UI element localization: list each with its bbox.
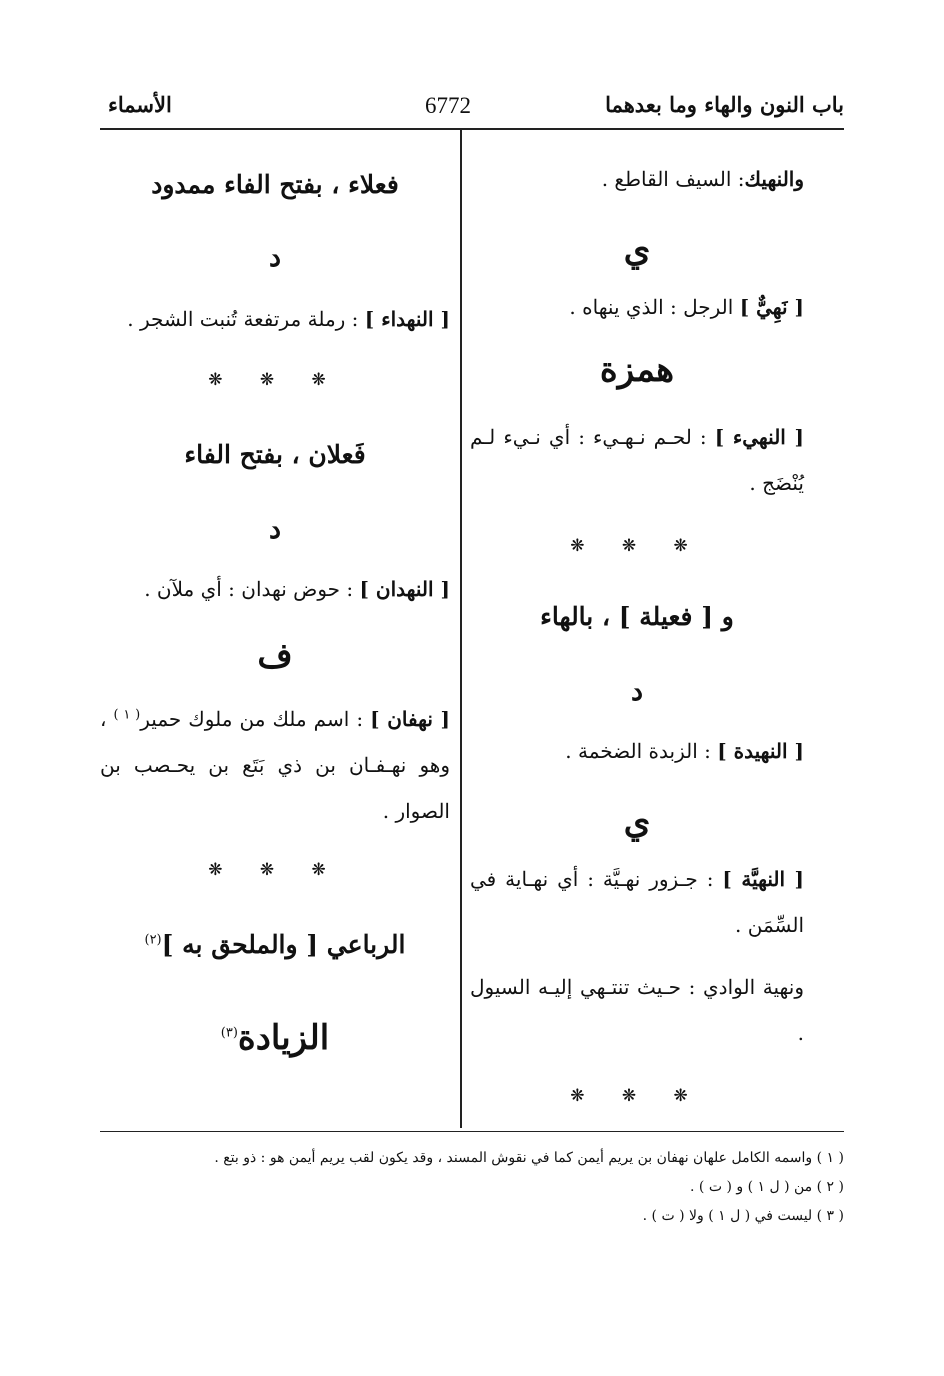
heading-hamza: همزة <box>599 350 675 390</box>
page-number: 6772 <box>425 93 471 118</box>
running-header-section: الأسماء <box>108 92 172 117</box>
footnote-ref-3: (٣) <box>220 1025 238 1041</box>
heading-ziyada: الزيادة$^{(٣)}$ <box>220 1018 330 1058</box>
footnote-ref-1: ( ١ ) <box>113 707 141 723</box>
separator-stars: ❋ ❋ ❋ <box>570 536 704 556</box>
footnote-3: ( ٣ ) ليست في ( ل ١ ) ولا ( ت ) . <box>642 1208 844 1224</box>
letter-heading-dal: د <box>268 242 282 273</box>
entry-nahdan: [ النهدان ] : حوض نهدان : أي ملآن . <box>144 577 450 601</box>
letter-heading-ya-2: ي <box>623 802 651 842</box>
running-header-chapter: باب النون والهاء وما بعدهما <box>605 92 844 117</box>
letter-heading-dal: د <box>630 676 644 707</box>
footnote-2: ( ٢ ) من ( ل ١ ) و ( ت ) . <box>690 1179 844 1195</box>
separator-stars: ❋ ❋ ❋ <box>208 370 342 390</box>
entry-nahiy: [ نَهِيٌّ ] الرجل : الذي ينهاه . <box>569 295 804 319</box>
footnote-1: ( ١ ) واسمه الكامل علهان نهفان بن يريم أيمن كما في نقوش المسند ، وقد يكون لقب يريم أيمن هو : ذو بتع . <box>214 1150 844 1166</box>
heading-falaa: فعلاء ، بفتح الفاء ممدود <box>151 170 399 199</box>
entry-nahfan: [ نهفان ] : اسم ملك من ملوك حمير$^{( ١ )}$ ، وهو نهـفـان بن ذي بَتَع بن يحـصب بن الصوار . <box>100 707 450 823</box>
column-divider <box>460 130 462 1128</box>
letter-heading-ya: ي <box>623 230 651 270</box>
header-rule <box>100 128 844 130</box>
entry-nahik: والنهيك: السيف القاطع . <box>601 167 804 191</box>
separator-stars: ❋ ❋ ❋ <box>208 860 342 880</box>
heading-falan: فَعلان ، بفتح الفاء <box>184 440 366 469</box>
letter-heading-dal-2: د <box>268 514 282 545</box>
entry-nahiyat-alwadi: ونهية الوادي : حـيث تنتـهي إليـه السيول . <box>470 975 804 1045</box>
entry-nahdaa: [ النهداء ] : رملة مرتفعة تُنبت الشجر . <box>127 307 450 331</box>
footnote-rule <box>100 1131 844 1132</box>
heading-faila: و [ فعيلة ] ، بالهاء <box>540 602 734 631</box>
letter-heading-fa: ف <box>257 636 293 676</box>
heading-rubai: الرباعي [ والملحق به ]$^{(٢)}$ <box>144 930 406 959</box>
entry-nahida: [ النهيدة ] : الزبدة الضخمة . <box>565 739 804 763</box>
footnote-ref-2: (٢) <box>144 932 162 948</box>
entry-nahiyya: [ النهيَّة ] : جـزور نهـيَّة : أي نهـاية في السِّمَن . <box>470 867 804 937</box>
footnotes <box>100 1144 844 1231</box>
entry-nahi: [ النهيء ] : لحـم نـهـيء : أي نـيء لـم يُنْضَج . <box>470 425 804 495</box>
separator-stars: ❋ ❋ ❋ <box>570 1086 704 1106</box>
